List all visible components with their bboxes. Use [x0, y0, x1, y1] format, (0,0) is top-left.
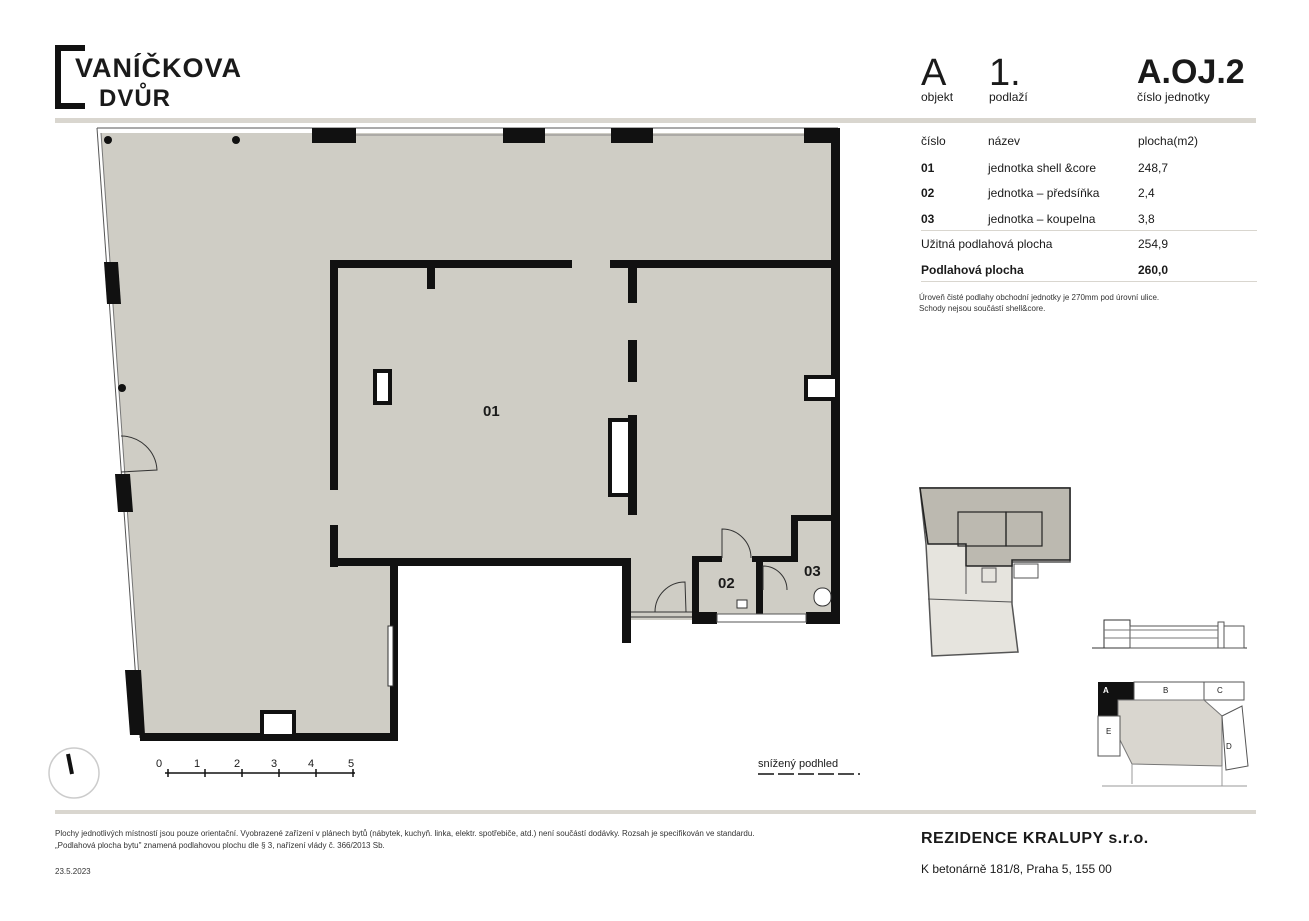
lowered-ceiling-label: snížený podhled: [758, 758, 839, 770]
interior-wall: [692, 612, 717, 624]
col-area-header: plocha(m2): [1138, 134, 1199, 148]
site-plan: [1092, 676, 1252, 796]
column: [115, 474, 133, 512]
col-number-header: číslo: [921, 134, 946, 148]
company-name: REZIDENCE KRALUPY s.r.o.: [921, 830, 1149, 847]
interior-wall: [628, 340, 637, 382]
room-number: 03: [921, 212, 935, 226]
usable-area-row: [921, 237, 1257, 257]
unit-value: A.OJ.2: [1137, 53, 1245, 91]
site-label-b: B: [1163, 686, 1169, 695]
site-label-e: E: [1106, 727, 1112, 736]
col-name-header: název: [988, 134, 1021, 148]
toilet-icon: [814, 588, 831, 606]
interior-wall: [330, 260, 338, 490]
table-divider: [921, 230, 1257, 231]
room-label-01: 01: [483, 403, 500, 420]
room-label-02: 02: [718, 575, 735, 592]
table-header-row: [921, 134, 1257, 154]
unit-label: číslo jednotky: [1137, 90, 1210, 104]
usable-area-label: Užitná podlahová plocha: [921, 237, 1053, 251]
shaft: [262, 712, 294, 736]
site-label-a: A: [1103, 686, 1109, 695]
disclaimer-1: Plochy jednotlivých místností jsou pouze orientační. Vyobrazené zařízení v plánech bytů (nábytek, kuchyň. linka, elektr. spotřebiče, atd.) není součástí dodávky. Rozsah je specifikován ve standardu.: [55, 829, 755, 838]
room-number: 02: [921, 186, 935, 200]
company-address: K betonárně 181/8, Praha 5, 155 00: [921, 862, 1112, 876]
table-divider: [921, 281, 1257, 282]
column: [503, 128, 545, 143]
window-02: [717, 614, 806, 622]
shaft: [610, 420, 630, 495]
floor-area-value: 260,0: [1138, 263, 1169, 277]
floor-area-row: [921, 263, 1257, 283]
note-2: Schody nejsou součástí shell&core.: [919, 304, 1046, 313]
interior-wall: [791, 515, 840, 521]
column: [804, 128, 840, 143]
column: [611, 128, 653, 143]
object-label: objekt: [921, 90, 954, 104]
section-drawing: [1092, 612, 1252, 652]
site-label-d: D: [1226, 742, 1232, 751]
table-row: [921, 161, 1257, 181]
pillar-dot: [104, 136, 112, 144]
interior-wall: [427, 263, 435, 289]
scale-label: 1: [194, 758, 201, 770]
interior-wall: [791, 515, 798, 562]
window-side: [388, 626, 393, 686]
interior-wall: [628, 263, 637, 303]
interior-wall: [330, 558, 630, 566]
interior-wall: [610, 260, 838, 268]
column: [312, 128, 356, 143]
site-label-c: C: [1217, 686, 1223, 695]
footer-divider: [55, 810, 1256, 814]
interior-wall: [622, 612, 631, 642]
scale-label: 3: [271, 758, 278, 770]
scale-label: 4: [308, 758, 315, 770]
room-label-03: 03: [804, 563, 821, 580]
scale-label: 5: [348, 758, 355, 770]
floor-area: [101, 133, 838, 735]
disclaimer-2: „Podlahová plocha bytu" znamená podlahovou plochu dle § 3, nařízení vlády č. 366/2013 Sb.: [55, 841, 385, 850]
interior-wall: [806, 612, 840, 624]
shaft: [806, 377, 837, 399]
key-plan: [918, 484, 1078, 662]
room-area: 2,4: [1138, 186, 1155, 200]
usable-area-value: 254,9: [1138, 237, 1169, 251]
logo-line1: VANÍČKOVA: [75, 53, 243, 83]
interior-wall: [752, 556, 796, 562]
pillar-dot: [232, 136, 240, 144]
room-number: 01: [921, 161, 935, 175]
sink-icon: [737, 600, 747, 608]
column: [104, 262, 121, 304]
north-arrow-icon: [49, 748, 99, 798]
interior-wall: [692, 556, 722, 562]
scale-label: 2: [234, 758, 241, 770]
room-name: jednotka – předsíňka: [988, 186, 1100, 200]
scale-label: 0: [156, 758, 163, 770]
room-area: 3,8: [1138, 212, 1155, 226]
floor-label: podlaží: [989, 90, 1028, 104]
room-name: jednotka shell &core: [988, 161, 1097, 175]
interior-wall: [756, 558, 763, 614]
room-area: 248,7: [1138, 161, 1169, 175]
note-1: Úroveň čisté podlahy obchodní jednotky je 270mm pod úrovní ulice.: [919, 293, 1160, 302]
object-value: A: [921, 52, 947, 94]
table-row: [921, 212, 1257, 232]
interior-wall: [330, 260, 572, 268]
floor-area-label: Podlahová plocha: [921, 263, 1024, 277]
room-name: jednotka – koupelna: [988, 212, 1096, 226]
pillar-dot: [118, 384, 126, 392]
table-row: [921, 186, 1257, 206]
logo-line2: DVŮR: [99, 85, 172, 112]
date: 23.5.2023: [55, 867, 91, 876]
floor-value: 1.: [989, 52, 1021, 94]
shaft: [375, 371, 390, 403]
